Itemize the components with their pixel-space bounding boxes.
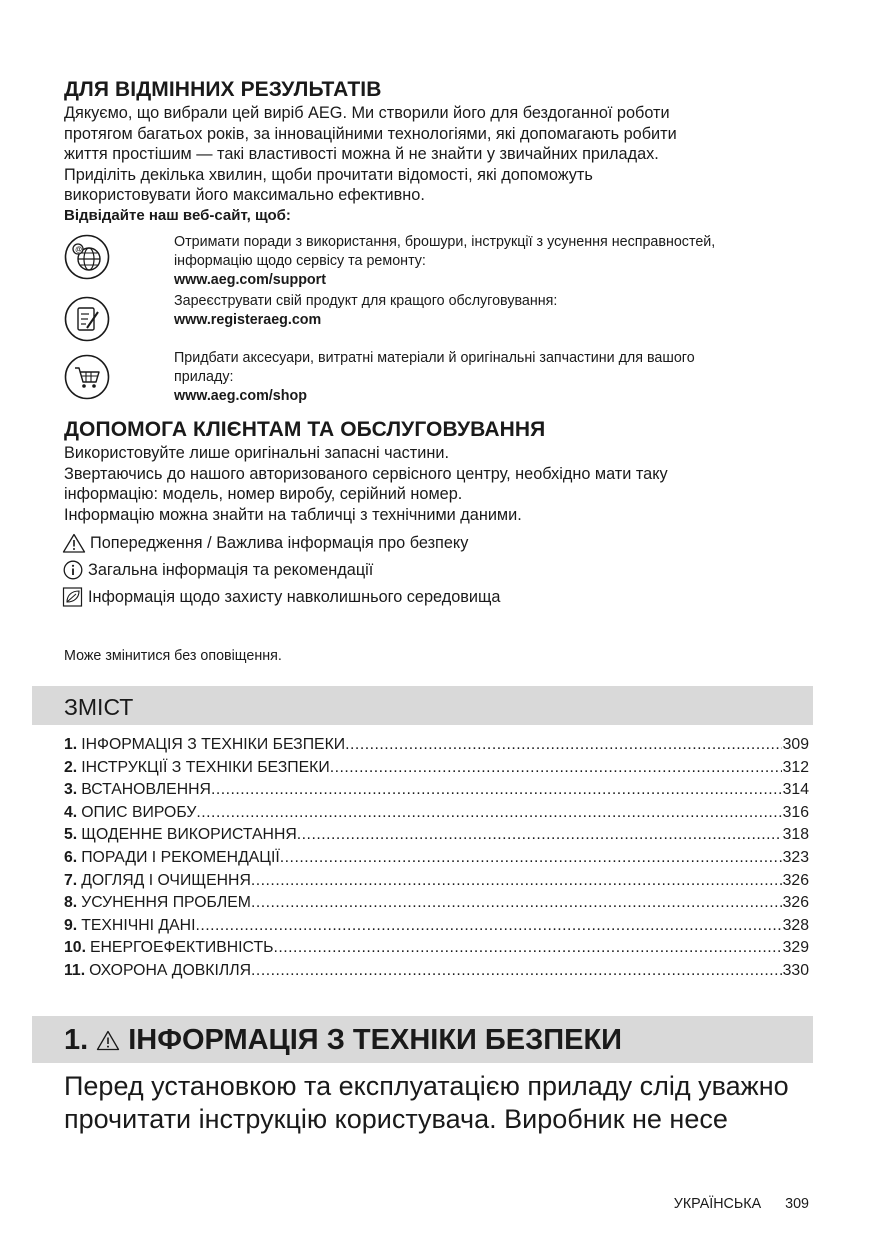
- service-shop: Придбати аксесуари, витратні матеріали й оригінальні запчастини для вашого приладу: www.aeg.com/shop: [174, 349, 824, 406]
- page-number: 309: [785, 1196, 809, 1212]
- chapter-header: [32, 1016, 813, 1063]
- support-link[interactable]: www.aeg.com/support: [174, 272, 326, 288]
- legend-info: Загальна інформація та рекомендації: [62, 560, 373, 580]
- toc-item[interactable]: 4. ОПИС ВИРОБУ ..... 316: [64, 804, 809, 827]
- service-support: Отримати поради з використання, брошури, інструкції з усунення несправностей, інформацію щодо сервісу та ремонту: www.aeg.com/support: [174, 233, 824, 290]
- register-link[interactable]: www.registeraeg.com: [174, 312, 322, 328]
- change-notice: Може змінитися без оповіщення.: [64, 648, 282, 664]
- toc-item[interactable]: 7. ДОГЛЯД І ОЧИЩЕННЯ ..... 326: [64, 872, 809, 895]
- globe-icon: [64, 234, 110, 280]
- toc-item[interactable]: 1. ІНФОРМАЦІЯ З ТЕХНІКИ БЕЗПЕКИ ..... 309: [64, 736, 809, 759]
- section-intro-text: Дякуємо, що вибрали цей виріб AEG. Ми створили його для бездоганної роботи протягом багатьох років, за інноваційними технологіями, які допомагають робити життя простішим — такі властивості можна й не знайти у звичайних приладах. Приділіть декілька хвилин, щоби прочитати відомості, які допоможуть використовувати його максимально ефективно.: [64, 104, 677, 205]
- legend-environment: Інформація щодо захисту навколишнього середовища: [62, 587, 500, 607]
- service-register: Зареєструвати свій продукт для кращого обслуговування: www.registeraeg.com: [174, 292, 824, 330]
- visit-website-label: Відвідайте наш веб-сайт, щоб:: [64, 207, 291, 224]
- support-text: Використовуйте лише оригінальні запасні частини. Звертаючись до нашого авторизованого сервісного центру, необхідно мати таку інформацію: модель, номер виробу, серійний номер. Інформацію можна знайти на табличці з технічними даними.: [64, 444, 668, 524]
- toc-title: ЗМІСТ: [64, 694, 134, 720]
- section-title-results: ДЛЯ ВІДМІННИХ РЕЗУЛЬТАТІВ: [64, 78, 382, 101]
- toc-item[interactable]: 6. ПОРАДИ І РЕКОМЕНДАЦІЇ ..... 323: [64, 849, 809, 872]
- shop-link[interactable]: www.aeg.com/shop: [174, 388, 307, 404]
- toc-item[interactable]: 5. ЩОДЕННЕ ВИКОРИСТАННЯ ..... 318: [64, 826, 809, 849]
- warning-icon: [96, 1030, 120, 1051]
- register-icon: [64, 296, 110, 342]
- chapter-title: 1. ІНФОРМАЦІЯ З ТЕХНІКИ БЕЗПЕКИ: [64, 1024, 623, 1056]
- svg-text:@: @: [75, 246, 83, 254]
- leaf-icon: [62, 587, 84, 607]
- section-title-support: ДОПОМОГА КЛІЄНТАМ ТА ОБСЛУГОВУВАННЯ: [64, 418, 546, 441]
- toc-item[interactable]: 3. ВСТАНОВЛЕННЯ ..... 314: [64, 781, 809, 804]
- footer-language: УКРАЇНСЬКА: [673, 1196, 762, 1212]
- warning-icon: [62, 533, 86, 553]
- toc-header: [32, 686, 813, 725]
- table-of-contents: [64, 736, 809, 985]
- legend-warning: Попередження / Важлива інформація про безпеку: [62, 533, 468, 553]
- info-icon: [62, 560, 84, 580]
- cart-icon: [64, 354, 110, 400]
- toc-item[interactable]: 2. ІНСТРУКЦІЇ З ТЕХНІКИ БЕЗПЕКИ ..... 312: [64, 759, 809, 782]
- toc-item[interactable]: 8. УСУНЕННЯ ПРОБЛЕМ ..... 326: [64, 894, 809, 917]
- toc-item[interactable]: 10. ЕНЕРГОЕФЕКТИВНІСТЬ ..... 329: [64, 939, 809, 962]
- chapter-intro: Перед установкою та експлуатацією приладу слід уважно прочитати інструкцію користувача. Виробник не несе: [64, 1071, 789, 1134]
- toc-item[interactable]: 11. ОХОРОНА ДОВКІЛЛЯ ..... 330: [64, 962, 809, 985]
- page-footer: [674, 1196, 809, 1212]
- toc-item[interactable]: 9. ТЕХНІЧНІ ДАНІ ..... 328: [64, 917, 809, 940]
